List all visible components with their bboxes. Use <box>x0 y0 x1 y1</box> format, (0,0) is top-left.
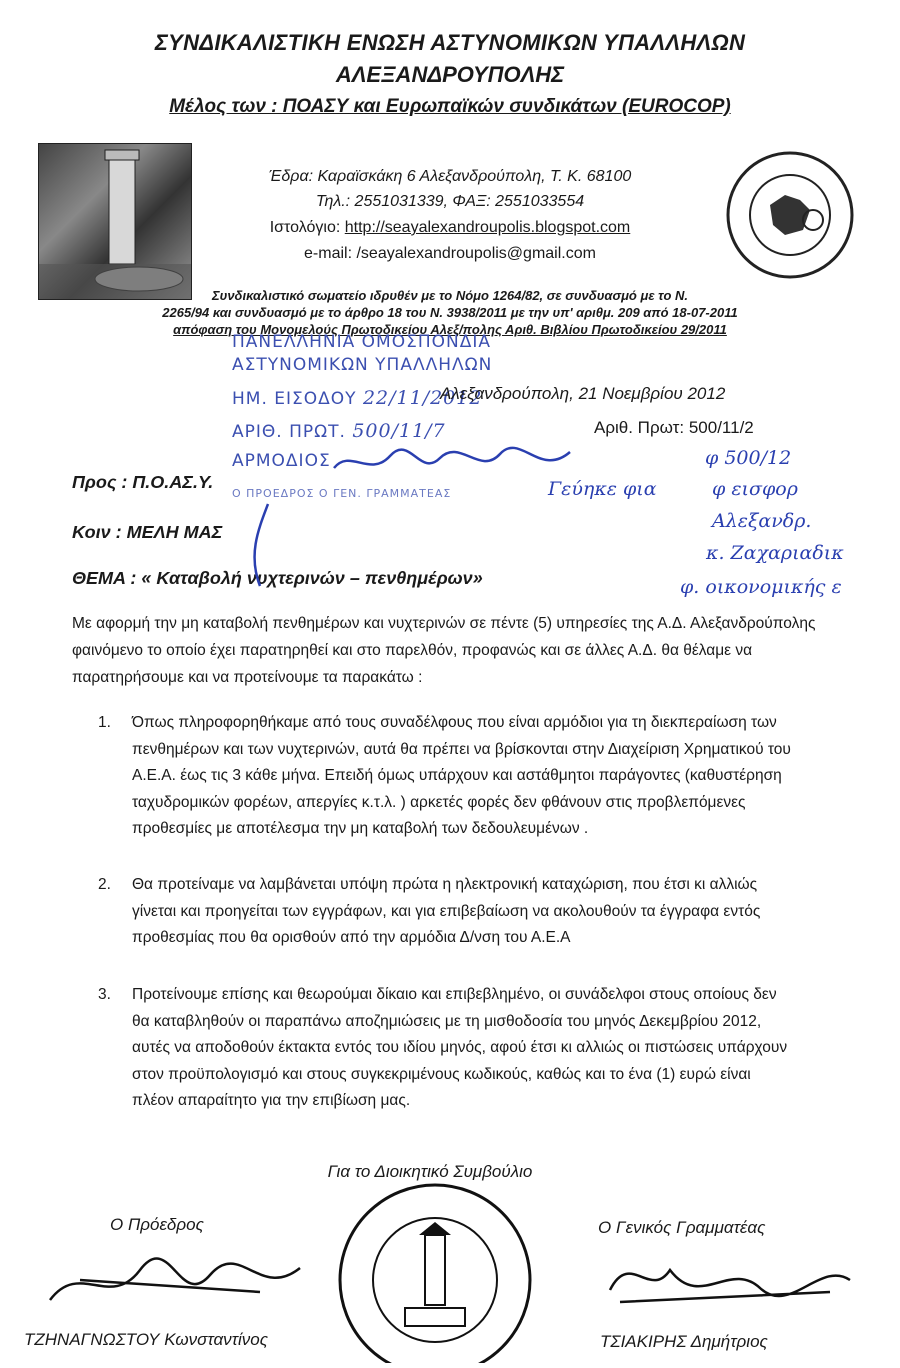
founding-line1: Συνδικαλιστικό σωματείο ιδρυθέν με το Νόμο 1264/82, σε συνδυασμό με το Ν. <box>211 288 689 303</box>
signoff-board: Για το Διοικητικό Συμβούλιο <box>327 1162 533 1181</box>
handwritten-note-c: φ εισφορ <box>712 478 798 500</box>
founding-line2: 2265/94 και συνδυασμό με το άρθρο 18 του Ν. 3938/2011 με την υπ' αριθμ. 209 από 18-07-2011 <box>162 305 738 320</box>
handwritten-note-e: κ. Ζαχαριαδικ <box>706 542 844 564</box>
stamp-prot-label: ΑΡΙΘ. ΠΡΩΤ. <box>232 422 346 442</box>
handwritten-note-f: φ. οικονομικής ε <box>680 576 842 598</box>
list-item-number: 1. <box>98 714 111 731</box>
stamp-prot-value: 500/11/7 <box>352 420 446 442</box>
handwritten-note-b: φ 500/12 <box>705 447 792 469</box>
list-item-number: 3. <box>98 986 111 1003</box>
stamp-signature <box>330 438 580 488</box>
blog-link[interactable]: http://seayalexandroupolis.blogspot.com <box>344 219 631 236</box>
subject-line: ΘΕΜΑ : « Καταβολή νυχτερινών – πενθημέρων» <box>72 568 483 588</box>
founding-line3: απόφαση του Μονομελούς Πρωτοδικείου Αλεξ/πολης Αριθ. Βιβλίου Πρωτοδικείου 29/2011 <box>173 322 727 337</box>
list-item <box>98 710 798 870</box>
list-item-text: Θα προτείναμε να λαμβάνεται υπόψη πρώτα η ηλεκτρονική καταχώριση, που έτσι κι αλλιώς γίνεται και προηγείται των εγγράφων, και για επιβεβαίωση να ακολουθούν τα έγγραφα εντός προθεσμίας που θα ορισθούν από την αρμόδια Δ/νση του Α.Ε.Α <box>132 876 761 946</box>
president-title: Ο Πρόεδρος <box>110 1215 204 1234</box>
contact-phone: Τηλ.: 2551031339, ΦΑΞ: 2551033554 <box>315 193 585 210</box>
list-item-text: Όπως πληροφορηθήκαμε από τους συναδέλφους που είναι αρμόδιοι για τη διεκπεραίωση των πενθημέρων και των νυχτερινών, αυτά θα πρέπει να βρίσκονται στην Διαχείριση Χρηματικού του Α.Ε.Α. έως τις 3 κάθε μήνα. Επειδή όμως υπάρχουν και αστάθμητοι παράγοντες (καθυστέρηση ταχυδρομικών φορέων, απεργίες κ.τ.λ. ) αρκετές φορές δεν φθάνουν στις προβλεπόμενες προθεσμίες με αποτέλεσμα την μη καταβολή των δεδουλευμένων . <box>132 714 791 837</box>
protocol-number: Αριθ. Πρωτ: 500/11/2 <box>594 418 754 437</box>
contact-email[interactable]: e-mail: /seayalexandroupolis@gmail.com <box>304 245 596 262</box>
place-date: Αλεξανδρούπολη, 21 Νοεμβρίου 2012 <box>440 384 726 403</box>
handwritten-stroke <box>240 500 280 590</box>
stamp-line2: ΑΣΤΥΝΟΜΙΚΩΝ ΥΠΑΛΛΗΛΩΝ <box>232 355 493 375</box>
contact-blog <box>0 219 900 237</box>
union-seal-bottom <box>335 1180 535 1363</box>
president-signature <box>40 1240 340 1330</box>
header-membership: Μέλος των : ΠΟΑΣΥ και Ευρωπαϊκών συνδικάτων (EUROCOP) <box>169 96 731 117</box>
header-title: ΣΥΝΔΙΚΑΛΙΣΤΙΚΗ ΕΝΩΣΗ ΑΣΤΥΝΟΜΙΚΩΝ ΥΠΑΛΛΗΛΩΝ <box>154 30 746 55</box>
handwritten-note-d: Αλεξανδρ. <box>712 510 812 532</box>
stamp-entry-label: ΗΜ. ΕΙΣΟΔΟΥ <box>232 389 357 409</box>
recipient-to: Προς : Π.Ο.ΑΣ.Υ. <box>72 472 214 492</box>
list-item <box>98 982 798 1142</box>
list-item <box>98 872 798 982</box>
list-item-text: Προτείνουμε επίσης και θεωρούμαι δίκαιο και επιβεβλημένο, οι συνάδελφοι στους οποίους δεν θα καταβληθούν οι παραπάνω αποζημιώσεις με τη μισθοδοσία του μηνός Δεκεμβρίου 2012, αυτές να αποδοθούν έκτακτα εντός του ιδίου μηνός, αφού έτσι κι αλλιώς οι πιστώσεις υπάρχουν στον προϋπολογισμό και στους συγκεκριμένους κωδικούς, καθώς και το ένα (1) ευρώ είναι πλέον απαραίτητο για την επιβίωση μας. <box>132 986 788 1109</box>
header-city: ΑΛΕΞΑΝΔΡΟΥΠΟΛΗΣ <box>335 62 565 87</box>
list-item-number: 2. <box>98 876 111 893</box>
secretary-title: Ο Γενικός Γραμματέας <box>598 1218 766 1237</box>
recipient-cc: Κοιν : ΜΕΛΗ ΜΑΣ <box>72 522 223 542</box>
stamp-line1: ΠΑΝΕΛΛΗΝΙΑ ΟΜΟΣΠΟΝΔΙΑ <box>232 332 491 352</box>
handwritten-note-a: Γεύηκε φια <box>548 478 657 500</box>
intro-paragraph: Με αφορμή την μη καταβολή πενθημέρων και νυχτερινών σε πέντε (5) υπηρεσίες της Α.Δ. Αλεξανδρούπολης φαινόμενο το οποίο έχει παρατηρηθεί και στο παρελθόν, προφανώς και σε άλλες Α.Δ. θα θέλαμε να παρατηρήσουμε και να προτείνουμε τα παρακάτω : <box>72 615 816 686</box>
contact-address: Έδρα: Καραϊσκάκη 6 Αλεξανδρούπολη, Τ. Κ. 68100 <box>268 168 632 185</box>
secretary-signature <box>590 1240 870 1320</box>
president-name: ΤΖΗΝΑΓΝΩΣΤΟΥ Κωνσταντίνος <box>24 1330 268 1349</box>
blog-label: Ιστολόγιο: <box>269 219 345 236</box>
secretary-name: ΤΣΙΑΚΙΡΗΣ Δημήτριος <box>600 1332 768 1351</box>
stamp-entry-value: 22/11/2012 <box>362 387 483 409</box>
stamp-resp-label: ΑΡΜΟΔΙΟΣ <box>232 451 331 471</box>
stamp-footer: Ο ΠΡΟΕΔΡΟΣ Ο ΓΕΝ. ΓΡΑΜΜΑΤΕΑΣ <box>232 487 452 500</box>
